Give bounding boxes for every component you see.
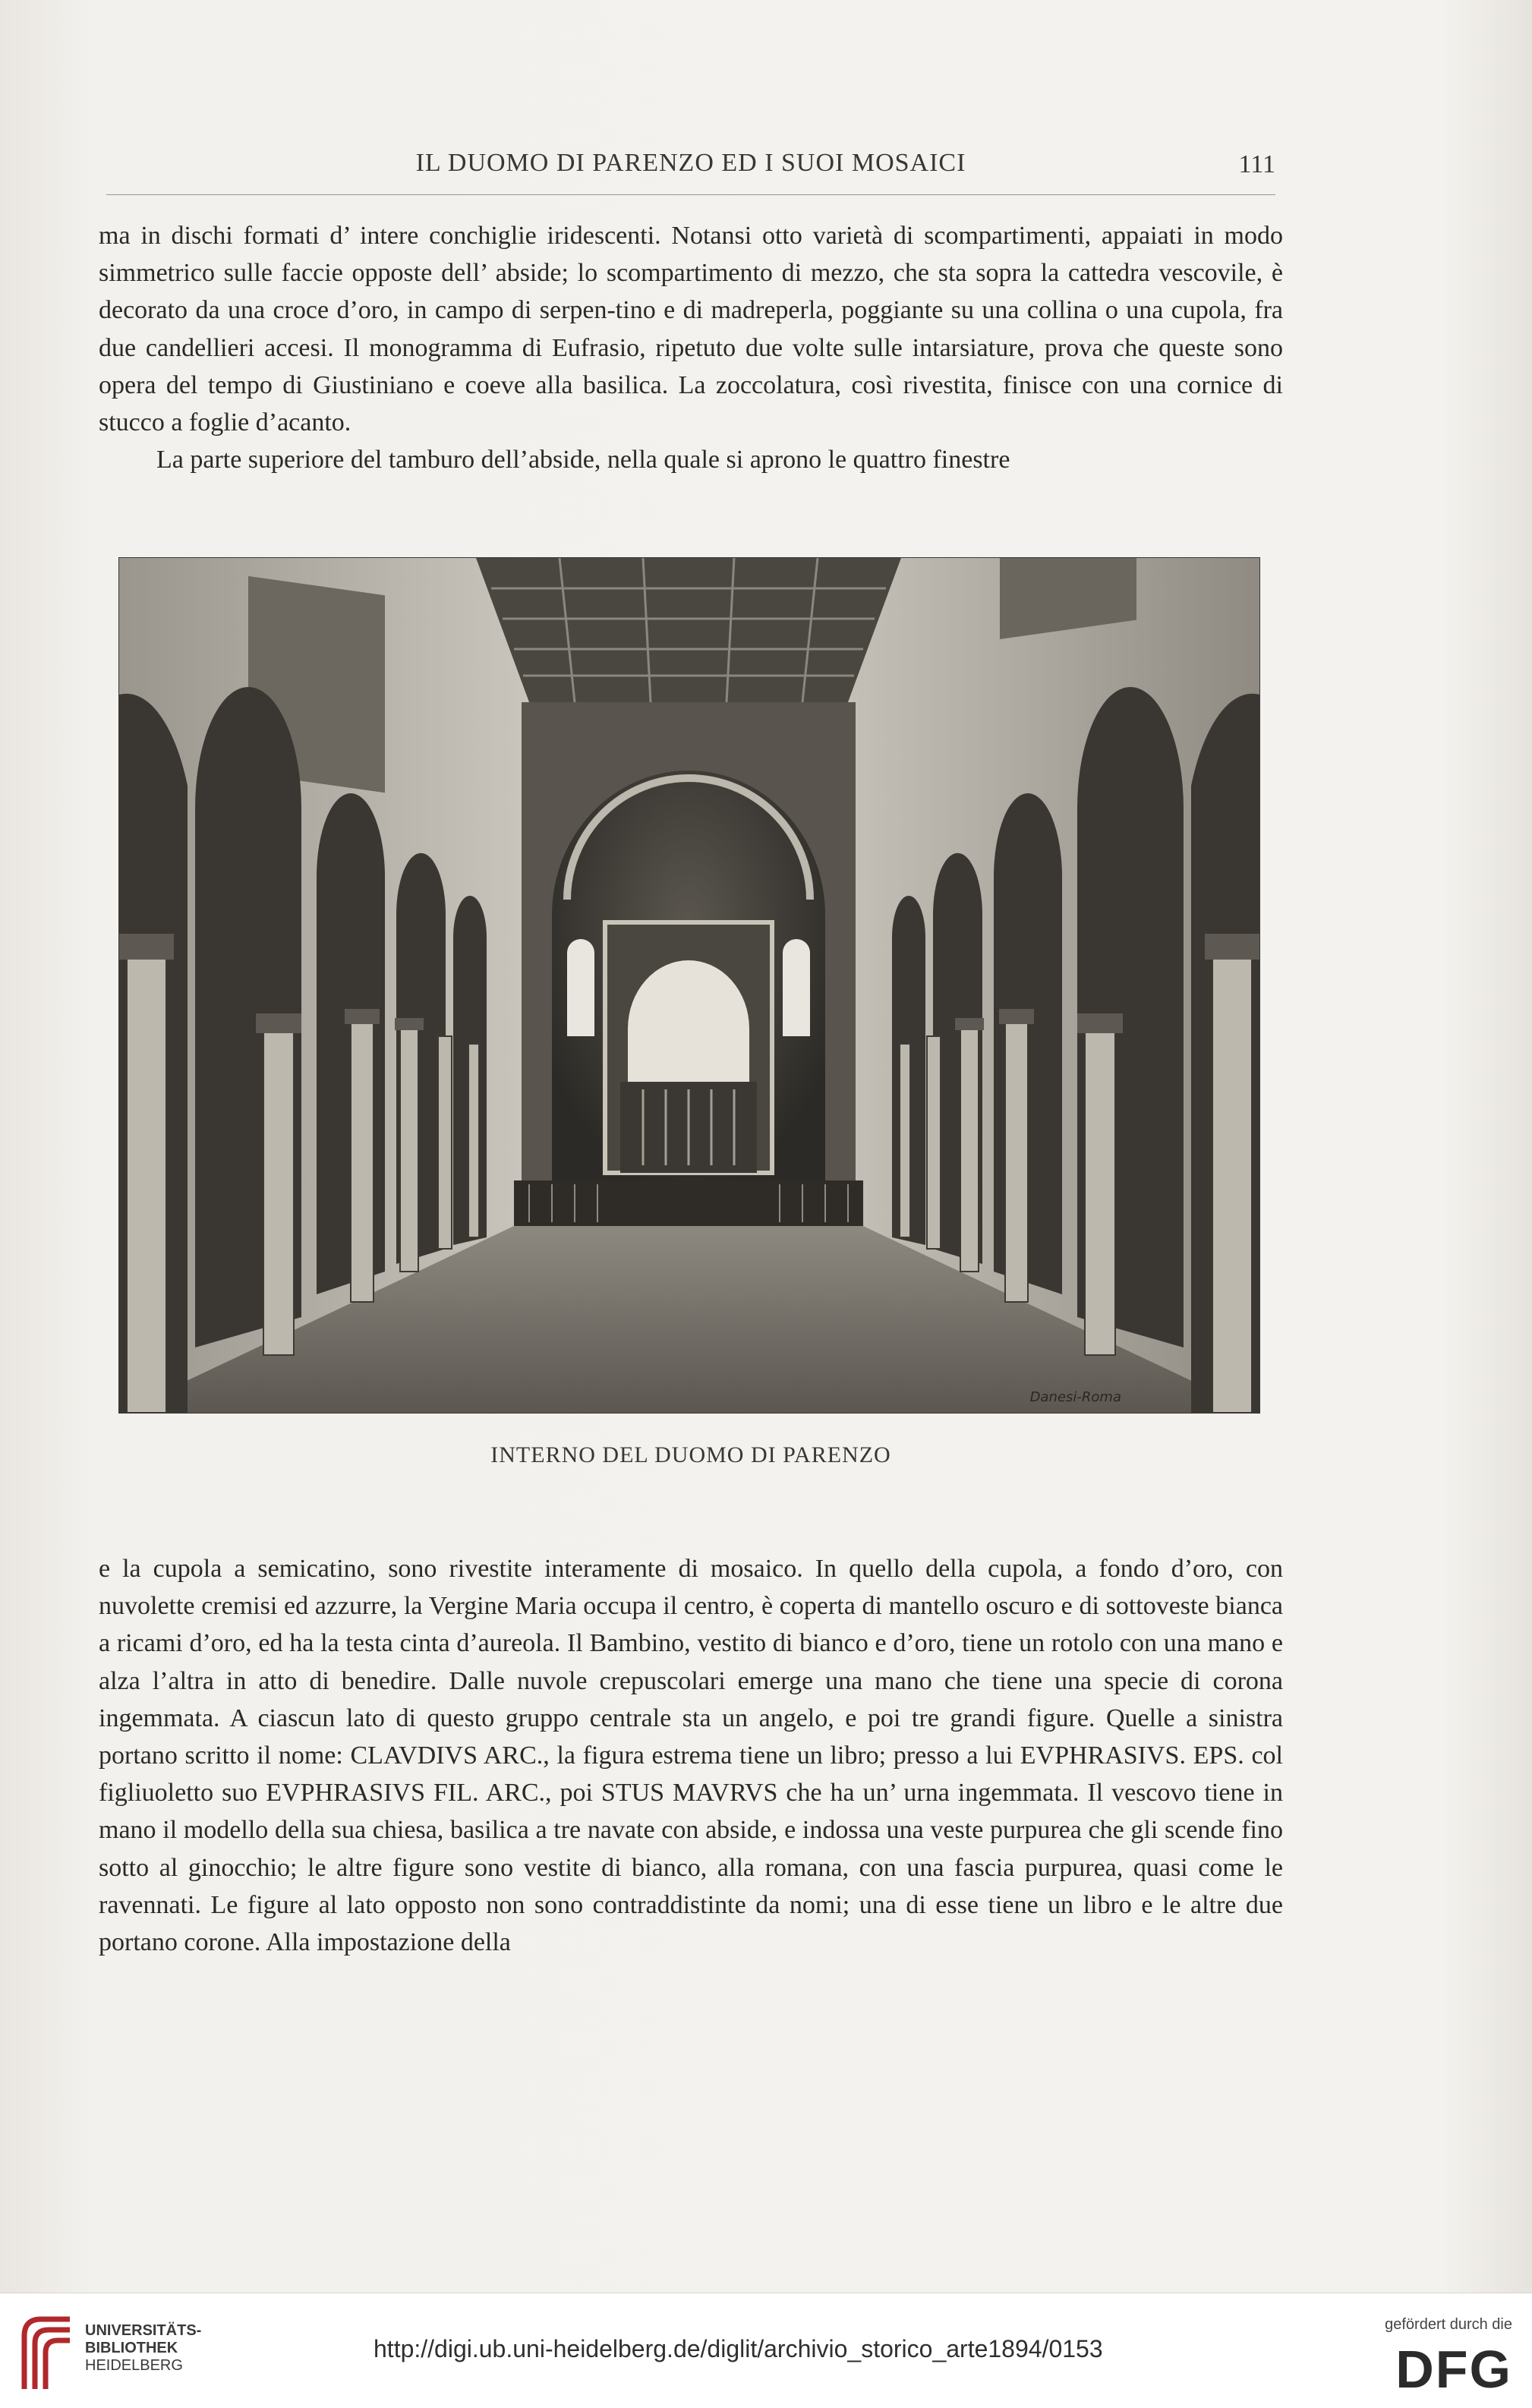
text-block-bottom [99, 1550, 1283, 1961]
text-block-top [99, 217, 1283, 478]
photo-credit: Danesi-Roma [1029, 1389, 1121, 1405]
figure-caption: INTERNO DEL DUOMO DI PARENZO [490, 1442, 891, 1467]
page-number: 111 [1238, 150, 1275, 178]
page-header [106, 149, 1275, 195]
paragraph: e la cupola a semicatino, sono rivestite interamente di mosaico. In quello della cupola, a fondo d’oro, con nuvolette cremisi ed azzurre, la Vergine Maria occupa il centro, è coperta di mantello oscuro e di sottoveste bianca a ricami d’oro, ed ha la testa cinta d’aureola. Il Bambino, vestito di bianco e d’oro, tiene un rotolo con una mano e alza l’altra in atto di benedire. Dalle nuvole crepuscolari emerge una mano che tiene una specie di corona ingemmata. A ciascun lato di questo gruppo centrale sta un angelo, e poi tre grandi figure. Quelle a sinistra portano scritto il nome: CLAVDIVS ARC., la figura estrema tiene un libro; presso a lui EVPHRASIVS. EPS. col figliuoletto suo EVPHRASIVS FIL. ARC., poi STUS MAVRVS che ha un’ urna ingemmata. Il vescovo tiene in mano il modello della sua chiesa, basilica a tre navate con abside, e indossa una veste purpurea che gli scende fino sotto al ginocchio; le altre figure sono vestite di bianco, alla romana, con una fascia purpurea, quasi come le ravennati. Le figure al lato opposto non sono contraddistinte da nomi; una di esse tiene un libro e le altre due portano corone. Alla impostazione della [99, 1555, 1283, 1957]
running-title: IL DUOMO DI PARENZO ED I SUOI MOSAICI [415, 149, 966, 177]
university-library-logo-icon [17, 2313, 76, 2392]
photograph-church-interior [118, 557, 1260, 1414]
paragraph: La parte superiore del tamburo dell’abside, nella quale si aprono le quattro finestre [156, 446, 1010, 474]
paragraph: ma in dischi formati d’ intere conchiglie iridescenti. Notansi otto varietà di scompartimenti, appaiati in modo simmetrico sulle faccie opposte dell’ abside; lo scompartimento di mezzo, che sta sopra la cattedra vescovile, è decorato da una croce d’oro, in campo di serpen-tino e di madreperla, poggiante su una collina o una cupola, fra due candellieri accesi. Il monogramma di Eufrasio, ripetuto due volte sulle intarsiature, prova che queste sono opera del tempo di Giustiniano e coeve alla basilica. La zoccolatura, così rivestita, finisce con una cornice di stucco a foglie d’acanto. [99, 222, 1283, 437]
dfg-logo: DFG [1395, 2340, 1512, 2399]
library-name: UNIVERSITÄTS- BIBLIOTHEK HEIDELBERG [85, 2322, 202, 2374]
funded-by-label: gefördert durch die [1385, 2316, 1512, 2333]
digitization-footer [0, 2293, 1532, 2408]
permalink-url[interactable]: http://digi.ub.uni-heidelberg.de/diglit/archivio_storico_arte1894/0153 [374, 2335, 1103, 2362]
church-interior-image [119, 558, 1259, 1413]
